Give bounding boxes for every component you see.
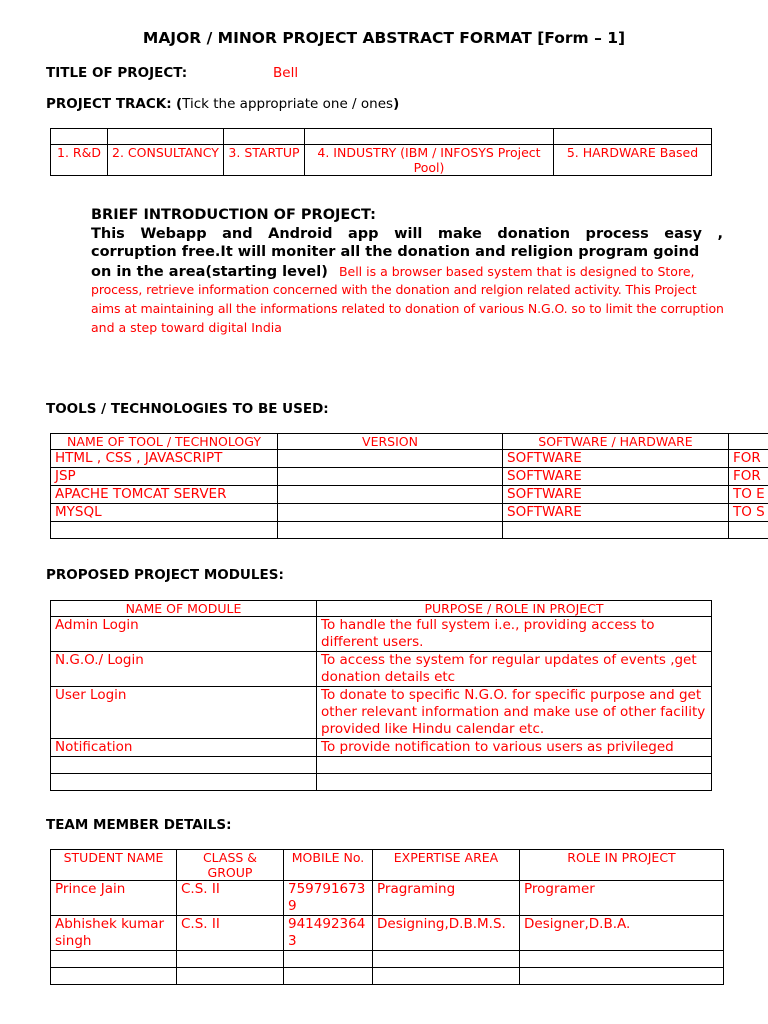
table-row bbox=[51, 968, 724, 985]
table-row bbox=[51, 450, 768, 468]
modules-heading: PROPOSED PROJECT MODULES: bbox=[46, 567, 284, 583]
module-purpose bbox=[317, 757, 712, 774]
module-name: Admin Login bbox=[51, 617, 317, 652]
track-paren-close: ) bbox=[393, 96, 400, 112]
student-role bbox=[520, 968, 724, 985]
tool-name: HTML , CSS , JAVASCRIPT bbox=[51, 450, 278, 468]
tool-purpose: TO S bbox=[729, 504, 768, 522]
student-mobile bbox=[284, 951, 373, 968]
team-header-cell: EXPERTISE AREA bbox=[373, 850, 520, 881]
tool-name: APACHE TOMCAT SERVER bbox=[51, 486, 278, 504]
intro-bold-line2: corruption free.It will moniter all the donation and religion program goind bbox=[91, 244, 700, 260]
table-row bbox=[51, 687, 712, 739]
tool-name: MYSQL bbox=[51, 504, 278, 522]
track-blank-cell bbox=[305, 129, 554, 145]
track-blank-cell bbox=[224, 129, 305, 145]
tools-table bbox=[50, 433, 768, 539]
intro-bold-line1: This Webapp and Android app will make donation process easy , bbox=[91, 226, 723, 242]
tool-purpose: TO E bbox=[729, 486, 768, 504]
track-blank-row bbox=[51, 129, 712, 145]
module-purpose bbox=[317, 774, 712, 791]
intro-red-line1: Bell is a browser based system that is designed to Store, bbox=[338, 264, 695, 279]
tools-header-row bbox=[51, 434, 768, 450]
tool-version bbox=[278, 468, 503, 486]
student-expertise: Pragraming bbox=[373, 881, 520, 916]
track-hardware[interactable]: 5. HARDWARE Based bbox=[554, 145, 712, 176]
tool-version bbox=[278, 450, 503, 468]
modules-header-row bbox=[51, 601, 712, 617]
team-header-cell: MOBILE No. bbox=[284, 850, 373, 881]
table-row bbox=[51, 504, 768, 522]
student-class bbox=[177, 968, 284, 985]
form-title: MAJOR / MINOR PROJECT ABSTRACT FORMAT [Form – 1] bbox=[142, 29, 626, 47]
tool-purpose: FOR bbox=[729, 450, 768, 468]
table-row bbox=[51, 951, 724, 968]
team-header-row bbox=[51, 850, 724, 881]
track-options-row bbox=[51, 145, 712, 176]
tool-type: SOFTWARE bbox=[503, 468, 729, 486]
student-class bbox=[177, 951, 284, 968]
table-row bbox=[51, 652, 712, 687]
student-name bbox=[51, 968, 177, 985]
track-consultancy[interactable]: 2. CONSULTANCY bbox=[108, 145, 224, 176]
intro-red-line4: and a step toward digital India bbox=[91, 320, 282, 335]
tool-type: SOFTWARE bbox=[503, 486, 729, 504]
intro-red-line3: aims at maintaining all the informations related to donation of various N.G.O. so to limit the corruption bbox=[91, 301, 724, 316]
tool-name bbox=[51, 522, 278, 539]
track-industry[interactable]: 4. INDUSTRY (IBM / INFOSYS Project Pool) bbox=[305, 145, 554, 176]
team-header-cell: ROLE IN PROJECT bbox=[520, 850, 724, 881]
title-label: TITLE OF PROJECT: bbox=[46, 65, 188, 81]
tool-version bbox=[278, 486, 503, 504]
module-name: User Login bbox=[51, 687, 317, 739]
tools-header-cell: NAME OF TOOL / TECHNOLOGY bbox=[51, 434, 278, 450]
student-role: Designer,D.B.A. bbox=[520, 916, 724, 951]
tools-header-cell: SOFTWARE / HARDWARE bbox=[503, 434, 729, 450]
track-paren-open: ( bbox=[175, 96, 183, 112]
team-heading: TEAM MEMBER DETAILS: bbox=[46, 817, 232, 833]
modules-header-cell: PURPOSE / ROLE IN PROJECT bbox=[317, 601, 712, 617]
table-row bbox=[51, 881, 724, 916]
table-row bbox=[51, 617, 712, 652]
student-class: C.S. II bbox=[177, 916, 284, 951]
module-name: Notification bbox=[51, 739, 317, 757]
intro-bold-line3: on in the area(starting level) bbox=[91, 264, 328, 280]
table-row bbox=[51, 757, 712, 774]
table-row bbox=[51, 916, 724, 951]
track-blank-cell bbox=[108, 129, 224, 145]
table-row bbox=[51, 739, 712, 757]
team-header-cell: STUDENT NAME bbox=[51, 850, 177, 881]
tool-version bbox=[278, 504, 503, 522]
student-mobile: 7597916739 bbox=[284, 881, 373, 916]
module-purpose: To access the system for regular updates of events ,get donation details etc bbox=[317, 652, 712, 687]
track-rnd[interactable]: 1. R&D bbox=[51, 145, 108, 176]
student-role: Programer bbox=[520, 881, 724, 916]
student-role bbox=[520, 951, 724, 968]
modules-table bbox=[50, 600, 712, 791]
tool-purpose bbox=[729, 522, 768, 539]
module-name bbox=[51, 757, 317, 774]
table-row bbox=[51, 522, 768, 539]
tools-header-cell bbox=[729, 434, 768, 450]
module-purpose: To provide notification to various users as privileged bbox=[317, 739, 712, 757]
student-name: Abhishek kumar singh bbox=[51, 916, 177, 951]
intro-heading: BRIEF INTRODUCTION OF PROJECT: bbox=[91, 207, 376, 223]
tool-purpose: FOR bbox=[729, 468, 768, 486]
module-name bbox=[51, 774, 317, 791]
student-name: Prince Jain bbox=[51, 881, 177, 916]
title-value: Bell bbox=[273, 65, 299, 81]
track-label: PROJECT TRACK: bbox=[46, 96, 172, 112]
track-hint: Tick the appropriate one / ones bbox=[182, 96, 394, 112]
team-header-cell: CLASS & GROUP bbox=[177, 850, 284, 881]
tools-header-cell: VERSION bbox=[278, 434, 503, 450]
student-class: C.S. II bbox=[177, 881, 284, 916]
tool-version bbox=[278, 522, 503, 539]
table-row bbox=[51, 774, 712, 791]
tool-type: SOFTWARE bbox=[503, 504, 729, 522]
student-name bbox=[51, 951, 177, 968]
tool-type bbox=[503, 522, 729, 539]
track-startup[interactable]: 3. STARTUP bbox=[224, 145, 305, 176]
intro-red-line2: process, retrieve information concerned with the donation and relgion related activity. This Project bbox=[91, 282, 697, 297]
tool-name: JSP bbox=[51, 468, 278, 486]
table-row bbox=[51, 486, 768, 504]
modules-header-cell: NAME OF MODULE bbox=[51, 601, 317, 617]
track-table bbox=[50, 128, 712, 176]
track-line bbox=[46, 96, 399, 112]
team-table bbox=[50, 849, 724, 985]
track-blank-cell bbox=[554, 129, 712, 145]
track-blank-cell bbox=[51, 129, 108, 145]
tools-heading: TOOLS / TECHNOLOGIES TO BE USED: bbox=[46, 401, 329, 417]
student-expertise bbox=[373, 968, 520, 985]
module-purpose: To donate to specific N.G.O. for specific purpose and get other relevant information and make use of other facility provided like Hindu calendar etc. bbox=[317, 687, 712, 739]
intro-line3 bbox=[91, 262, 723, 281]
student-expertise: Designing,D.B.M.S. bbox=[373, 916, 520, 951]
student-mobile bbox=[284, 968, 373, 985]
module-purpose: To handle the full system i.e., providing access to different users. bbox=[317, 617, 712, 652]
table-row bbox=[51, 468, 768, 486]
student-mobile: 9414923643 bbox=[284, 916, 373, 951]
student-expertise bbox=[373, 951, 520, 968]
tool-type: SOFTWARE bbox=[503, 450, 729, 468]
module-name: N.G.O./ Login bbox=[51, 652, 317, 687]
